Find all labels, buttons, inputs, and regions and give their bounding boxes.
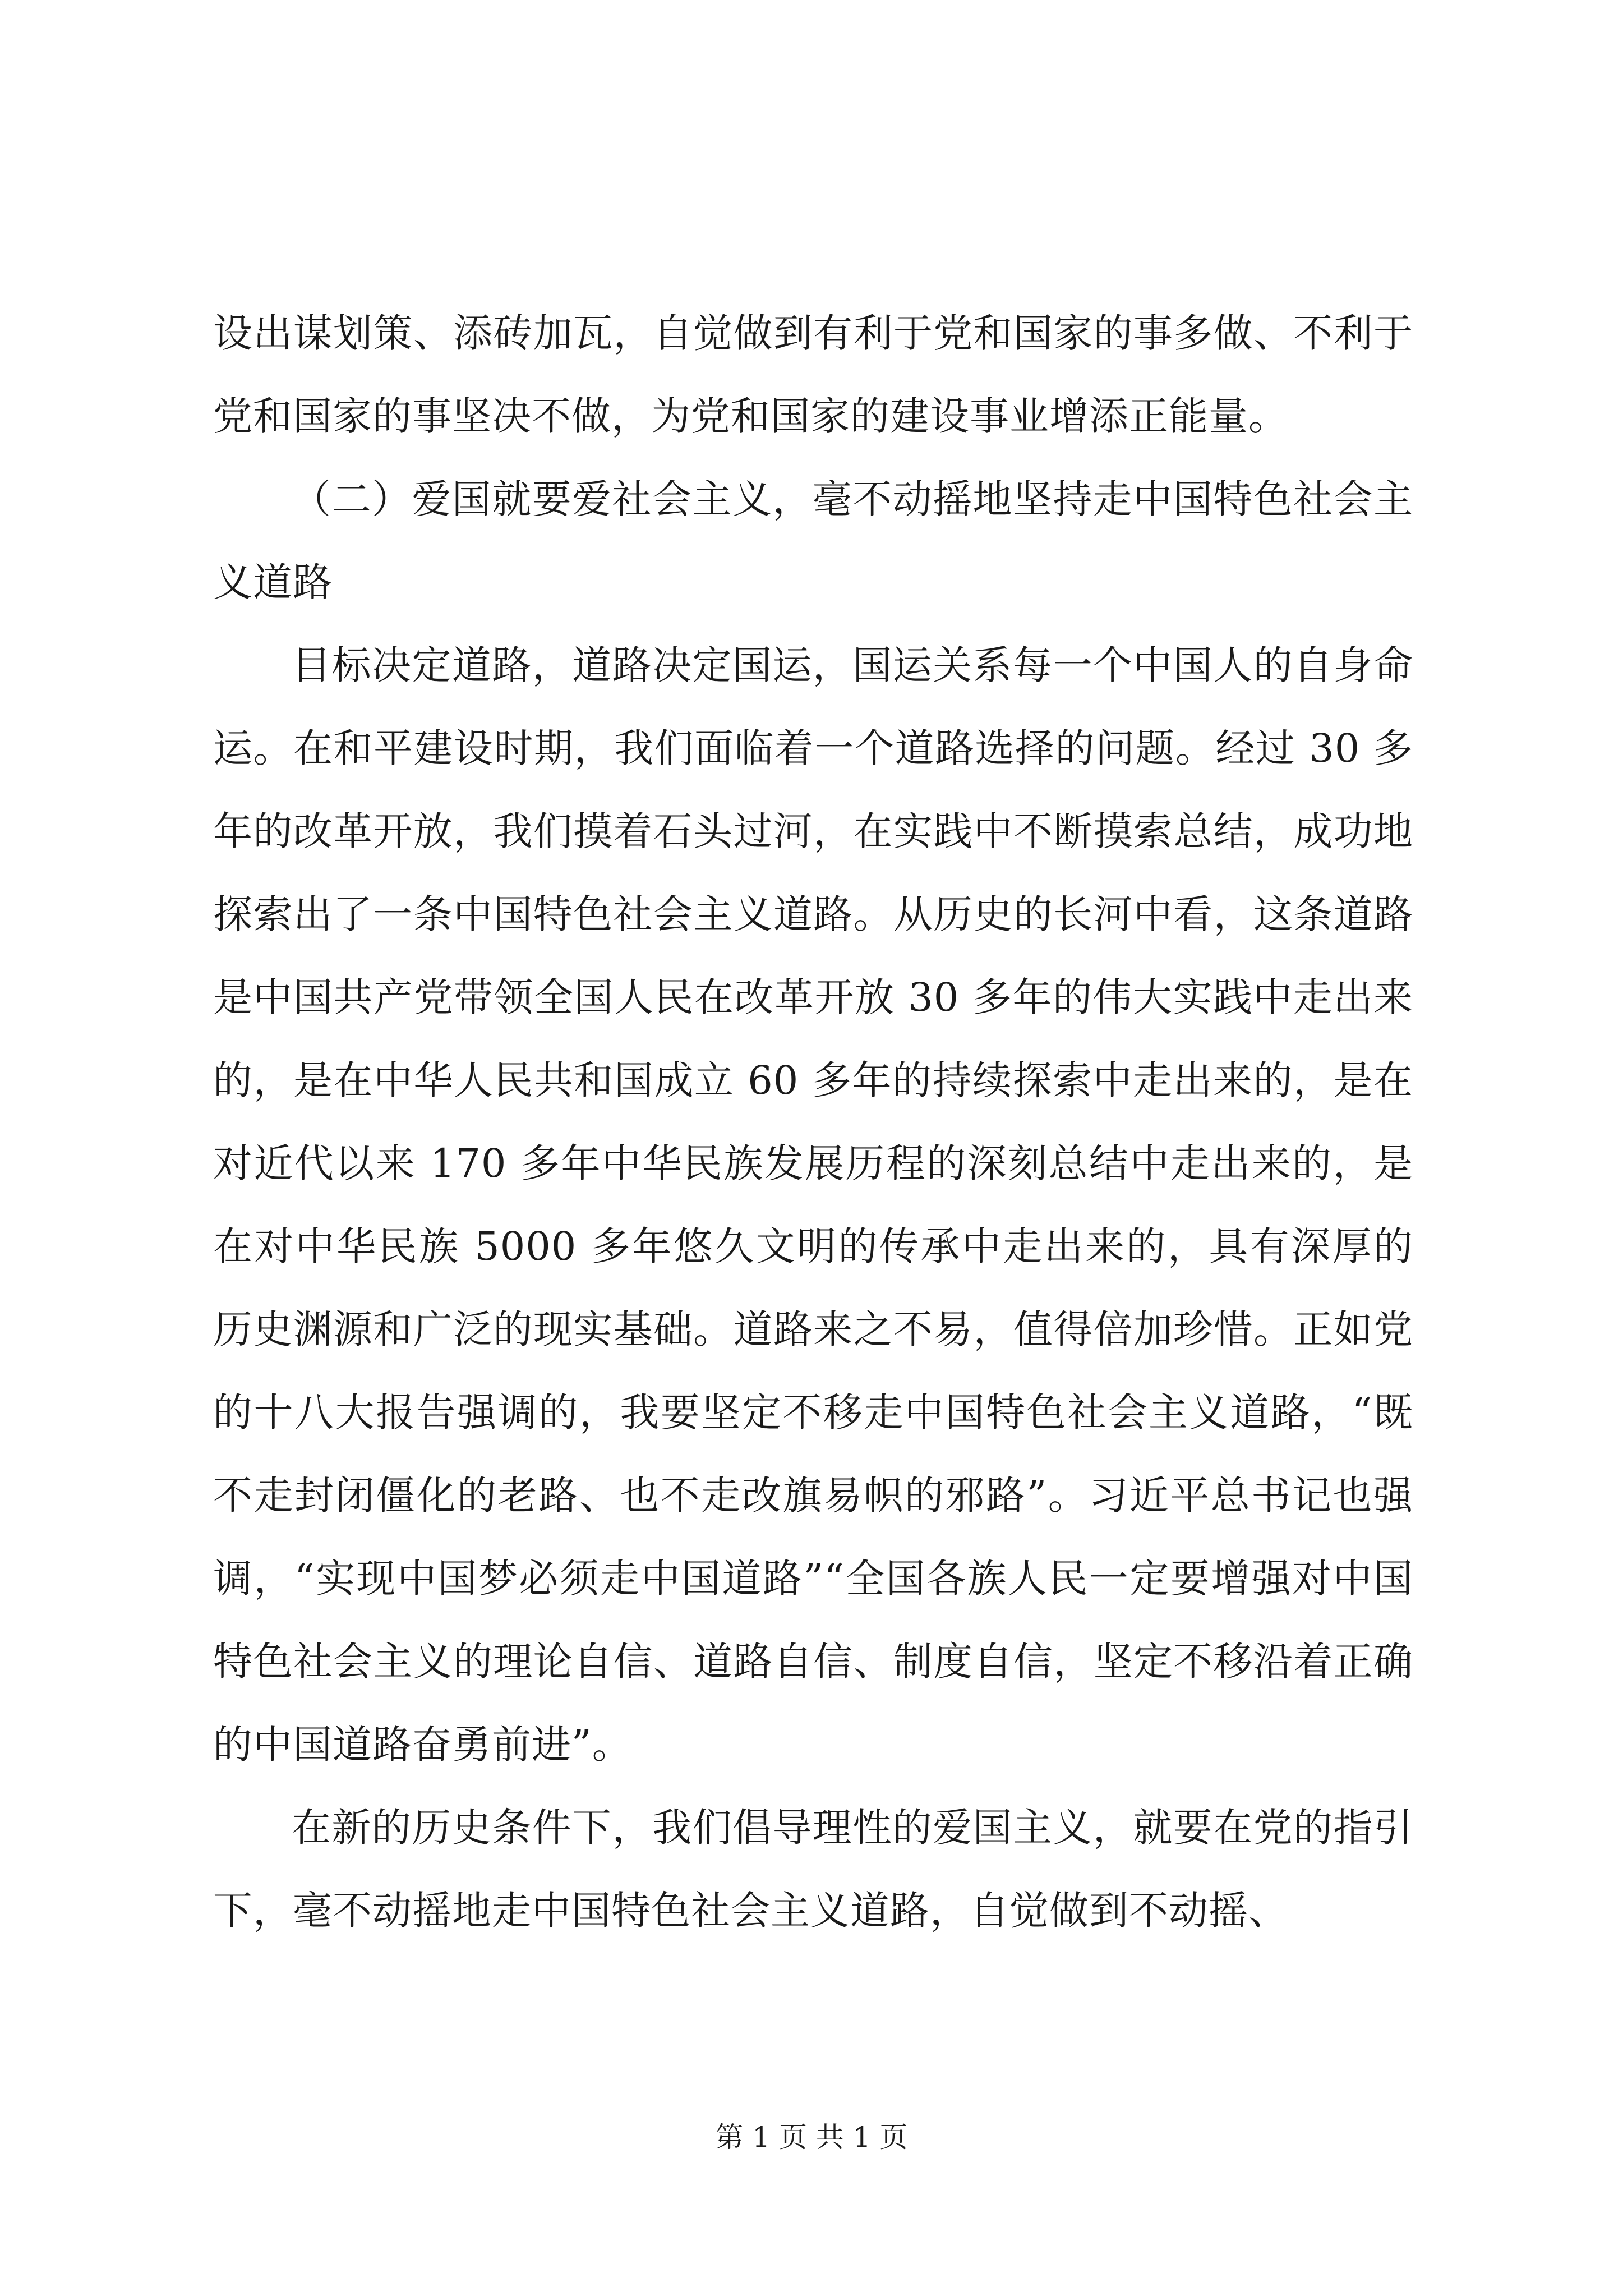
body-text	[213, 292, 1413, 1952]
page-footer: 第 1 页 共 1 页	[715, 2121, 908, 2154]
paragraph-road: 目标决定道路，道路决定国运，国运关系每一个中国人的自身命运。在和平建设时期，我们面临着一个道路选择的问题。经过 30 多年的改革开放，我们摸着石头过河，在实践中不断摸索总结，成功地探索出了一条中国特色社会主义道路。从历史的长河中看，这条道路是中国共产党带领全国人民在改革开放 30 多年的伟大实践中走出来的，是在中华人民共和国成立 60 多年的持续探索中走出来的，是在对近代以来 170 多年中华民族发展历程的深刻总结中走出来的，是在对中华民族 5000 多年悠久文明的传承中走出来的，具有深厚的历史渊源和广泛的现实基础。道路来之不易，值得倍加珍惜。正如党的十八大报告强调的，我要坚定不移走中国特色社会主义道路，“既不走封闭僵化的老路、也不走改旗易帜的邪路”。习近平总书记也强调，“实现中国梦必须走中国道路”“全国各族人民一定要增强对中国特色社会主义的理论自信、道路自信、制度自信，坚定不移沿着正确的中国道路奋勇前进”。	[213, 642, 1413, 1768]
section-heading: （二）爱国就要爱社会主义，毫不动摇地坚持走中国特色社会主义道路	[213, 476, 1413, 605]
paragraph-new-conditions: 在新的历史条件下，我们倡导理性的爱国主义，就要在党的指引下，毫不动摇地走中国特色社会主义道路，自觉做到不动摇、	[213, 1805, 1413, 1934]
paragraph-continuation: 设出谋划策、添砖加瓦，自觉做到有利于党和国家的事多做、不利于党和国家的事坚决不做，为党和国家的建设事业增添正能量。	[213, 310, 1413, 439]
